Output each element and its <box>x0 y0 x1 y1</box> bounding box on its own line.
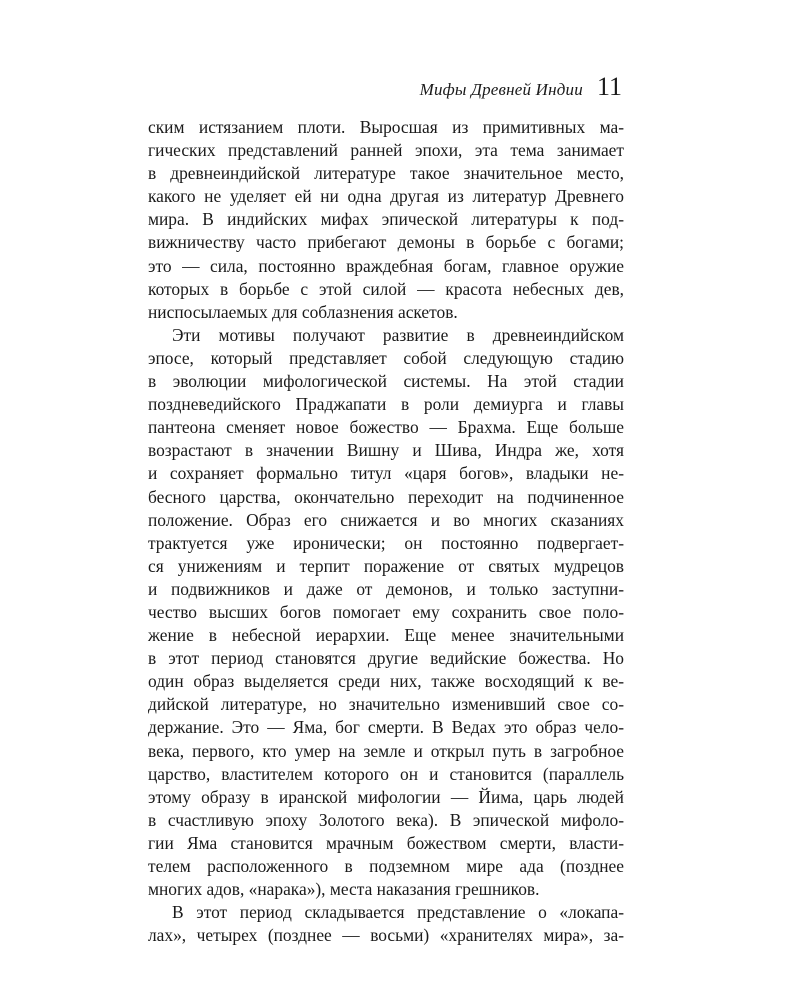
text-line: возрастают в значении Вишну и Шива, Индра же, хотя <box>148 440 624 461</box>
text-line: ся унижениям и терпит поражение от святых мудрецов <box>148 555 624 576</box>
text-line: поздневедийского Праджапати в роли демиурга и главы <box>148 394 624 415</box>
text-line: бесного царства, окончательно переходит на подчиненное <box>148 486 624 507</box>
text-line: многих адов, «нарака»), места наказания грешников. <box>148 879 540 900</box>
text-line: гических представлений ранней эпохи, эта тема занимает <box>148 140 624 161</box>
text-line: держание. Это — Яма, бог смерти. В Ведах это образ чело- <box>148 717 624 738</box>
text-line: телем расположенного в подземном мире ада (позднее <box>148 856 624 876</box>
running-header <box>420 72 622 102</box>
text-line: этому образу в иранской мифологии — Йима, царь людей <box>148 786 624 807</box>
text-line: чество высших богов помогает ему сохранить свое поло- <box>148 601 624 622</box>
text-line: гии Яма становится мрачным божеством смерти, власти- <box>148 832 624 853</box>
text-line: мира. В индийских мифах эпической литературы к под- <box>148 209 624 230</box>
text-line: ниспосылаемых для соблазнения аскетов. <box>148 301 458 322</box>
running-header-title: Мифы Древней Индии <box>419 80 583 99</box>
text-line: один образ выделяется среди них, также восходящий к ве- <box>148 671 624 692</box>
text-line: дийской литературе, но значительно изменивший свое со- <box>148 694 624 715</box>
text-line: какого не уделяет ей ни одна другая из литератур Древнего <box>148 186 624 207</box>
text-line: в древнеиндийской литературе такое значительное место, <box>148 163 624 184</box>
text-line: царство, властителем которого он и становится (параллель <box>148 763 624 784</box>
text-line: и подвижников и даже от демонов, и только заступни- <box>148 578 624 599</box>
text-line: положение. Образ его снижается и во многих сказаниях <box>148 509 624 530</box>
text-line: в счастливую эпоху Золотого века). В эпической мифоло- <box>148 809 624 830</box>
paragraph-first-line: В этот период складывается представление о «локапа- <box>172 902 624 923</box>
text-line: это — сила, постоянно враждебная богам, главное оружие <box>148 255 624 276</box>
text-line: и сохраняет формально титул «царя богов», владыки не- <box>148 463 624 484</box>
text-line: жение в небесной иерархии. Еще менее значительными <box>148 625 624 646</box>
text-line: пантеона сменяет новое божество — Брахма. Еще больше <box>148 417 624 438</box>
paragraph-first-line: Эти мотивы получают развитие в древнеиндийском <box>172 324 624 345</box>
text-line: которых в борьбе с этой силой — красота небесных дев, <box>148 278 624 299</box>
page-number: 11 <box>596 72 622 101</box>
text-line: трактуется уже иронически; он постоянно подвергает- <box>148 532 624 553</box>
body-text <box>148 116 624 947</box>
text-line: лах», четырех (позднее — восьми) «хранителях мира», за- <box>148 925 624 946</box>
text-line: в эволюции мифологической системы. На этой стадии <box>148 371 624 392</box>
text-line: ским истязанием плоти. Выросшая из примитивных ма- <box>148 117 624 137</box>
text-line: вижничеству часто прибегают демоны в борьбе с богами; <box>148 232 624 253</box>
text-line: эпосе, который представляет собой следующую стадию <box>148 347 624 368</box>
text-line: века, первого, кто умер на земле и открыл путь в загробное <box>148 740 624 761</box>
text-line: в этот период становятся другие ведийские божества. Но <box>148 648 624 669</box>
